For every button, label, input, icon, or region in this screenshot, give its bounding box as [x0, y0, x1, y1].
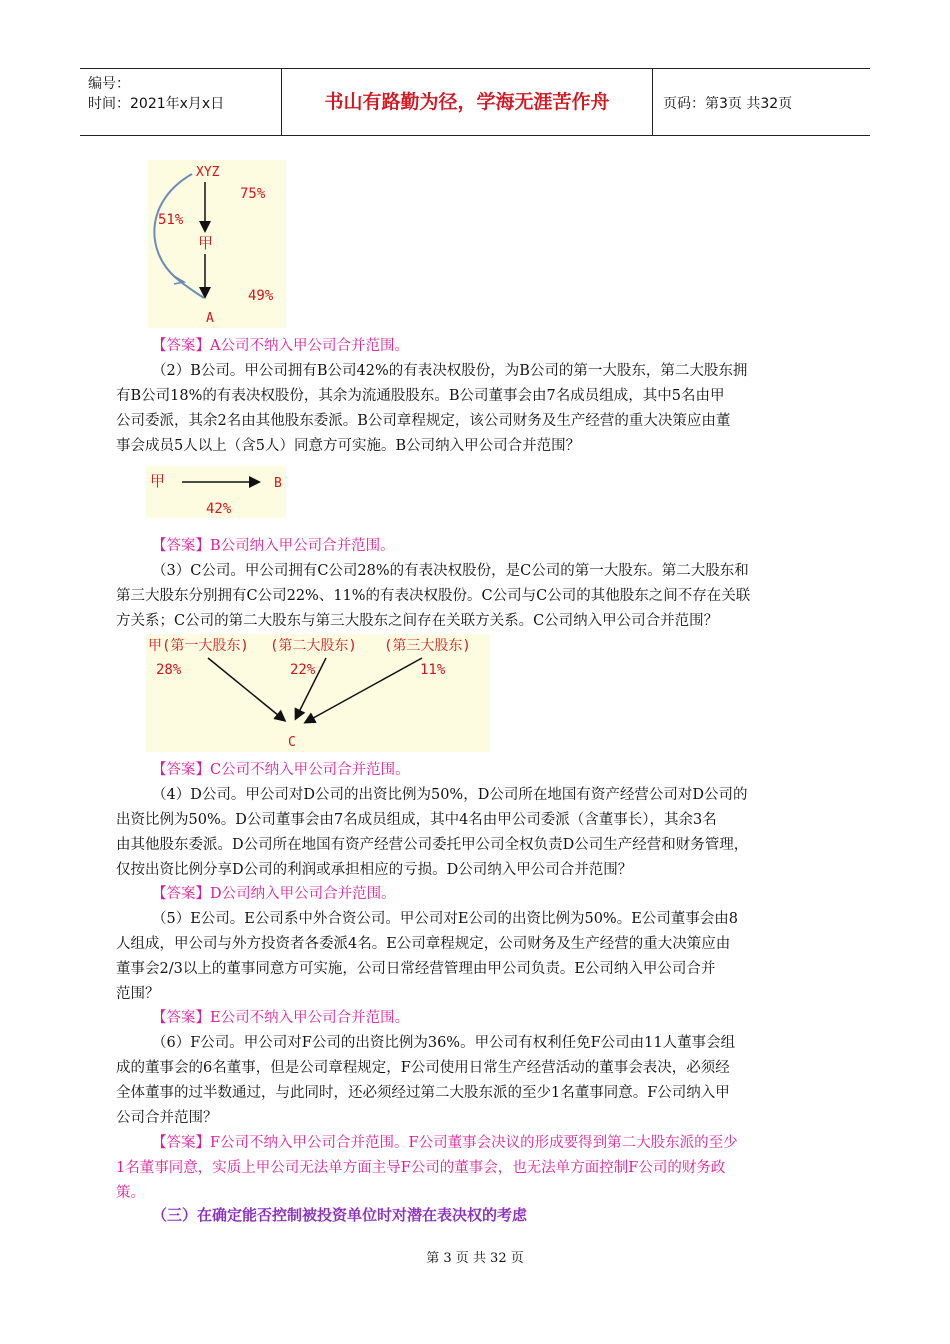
header-divider [652, 69, 653, 135]
ownership-diagram-c [146, 634, 490, 752]
node-b: B [274, 476, 282, 491]
page-footer: 第 3 页 共 32 页 [426, 1251, 524, 1266]
shareholder-3: (第三大股东) [384, 638, 471, 654]
q4-line: 仅按出资比例分享D公司的利润或承担相应的亏损。D公司纳入甲公司合并范围？ [116, 862, 633, 878]
node-xyz: XYZ [196, 165, 220, 180]
section-heading: （三）在确定能否控制被投资单位时对潜在表决权的考虑 [152, 1206, 528, 1224]
doc-code-label: 编号： [88, 76, 130, 92]
pct-3: 11% [420, 662, 446, 678]
answer-e: 【答案】E公司不纳入甲公司合并范围。 [152, 1010, 410, 1026]
q6-line: 公司合并范围？ [116, 1110, 218, 1126]
answer-f: 1名董事同意，实质上甲公司无法单方面主导F公司的董事会，也无法单方面控制F公司的财务政 [116, 1160, 726, 1176]
header-motto: 书山有路勤为径，学海无涯苦作舟 [324, 91, 610, 113]
pct-1: 28% [156, 662, 182, 678]
pct-xyz-a: 51% [158, 212, 184, 228]
answer-c: 【答案】C公司不纳入甲公司合并范围。 [152, 762, 410, 778]
answer-a: 【答案】A公司不纳入甲公司合并范围。 [152, 338, 409, 354]
q4-line: 出资比例为50%。D公司董事会由7名成员组成，其中4名由甲公司委派（含董事长），其余3名 [116, 812, 717, 828]
shareholder-2: (第二大股东) [270, 638, 357, 654]
doc-time-label: 时间：2021年x月x日 [88, 96, 225, 112]
node-jia: 甲 [150, 472, 166, 490]
answer-b: 【答案】B公司纳入甲公司合并范围。 [152, 538, 395, 554]
q6-line: 成的董事会的6名董事，但是公司章程规定，F公司使用日常生产经营活动的董事会表决，必须经 [116, 1060, 730, 1076]
pct-xyz-jia: 75% [240, 186, 266, 202]
q4-line: （4）D公司。甲公司对D公司的出资比例为50%，D公司所在地国有资产经营公司对D公司的 [152, 787, 748, 803]
q2-line: 有B公司18%的有表决权股份，其余为流通股股东。B公司董事会由7名成员组成，其中5名由甲 [116, 388, 725, 404]
q2-line: 事会成员5人以上（含5人）同意方可实施。B公司纳入甲公司合并范围？ [116, 438, 581, 454]
q3-line: 第三大股东分别拥有C公司22%、11%的有表决权股份。C公司与C公司的其他股东之间不存在关联 [116, 588, 751, 604]
ownership-diagram-b [146, 466, 286, 518]
pct-jia-b: 42% [206, 501, 232, 517]
page-header [80, 68, 870, 136]
q3-line: （3）C公司。甲公司拥有C公司28%的有表决权股份，是C公司的第一大股东。第二大股东和 [152, 563, 749, 579]
shareholder-1: 甲(第一大股东) [148, 638, 249, 654]
q3-line: 方关系；C公司的第二大股东与第三大股东之间存在关联方关系。C公司纳入甲公司合并范围？ [116, 613, 719, 629]
node-a: A [206, 311, 214, 326]
pct-2: 22% [290, 662, 316, 678]
header-meta [80, 69, 280, 135]
node-c: C [288, 735, 296, 750]
answer-f: 策。 [116, 1185, 145, 1201]
q6-line: （6）F公司。甲公司对F公司的出资比例为36%。甲公司有权利任免F公司由11人董事会组 [152, 1035, 736, 1051]
pct-jia-a: 49% [248, 288, 274, 304]
arrow-3-c [306, 658, 422, 722]
q5-line: 范围？ [116, 986, 160, 1002]
node-jia: 甲 [198, 234, 214, 252]
q2-line: 公司委派，其余2名由其他股东委派。B公司章程规定，该公司财务及生产经营的重大决策应由董 [116, 413, 731, 429]
q5-line: 人组成，甲公司与外方投资者各委派4名。E公司章程规定，公司财务及生产经营的重大决策应由 [116, 936, 731, 952]
q4-line: 由其他股东委派。D公司所在地国有资产经营公司委托甲公司全权负责D公司生产经营和财务管理， [116, 837, 749, 853]
header-page-number: 页码：第3页 共32页 [663, 96, 793, 112]
q5-line: （5）E公司。E公司系中外合资公司。甲公司对E公司的出资比例为50%。E公司董事会由8 [152, 911, 739, 927]
q5-line: 董事会2/3以上的董事同意方可实施，公司日常经营管理由甲公司负责。E公司纳入甲公司合并 [116, 961, 716, 977]
answer-f: 【答案】F公司不纳入甲公司合并范围。F公司董事会决议的形成要得到第二大股东派的至少 [152, 1135, 738, 1151]
answer-d: 【答案】D公司纳入甲公司合并范围。 [152, 886, 396, 902]
ownership-diagram-a [148, 160, 286, 328]
q6-line: 全体董事的过半数通过，与此同时，还必须经过第二大股东派的至少1名董事同意。F公司纳入甲 [116, 1085, 730, 1101]
q2-line: （2）B公司。甲公司拥有B公司42%的有表决权股份，为B公司的第一大股东，第二大股东拥 [152, 363, 748, 379]
arrow-1-c [208, 658, 284, 720]
